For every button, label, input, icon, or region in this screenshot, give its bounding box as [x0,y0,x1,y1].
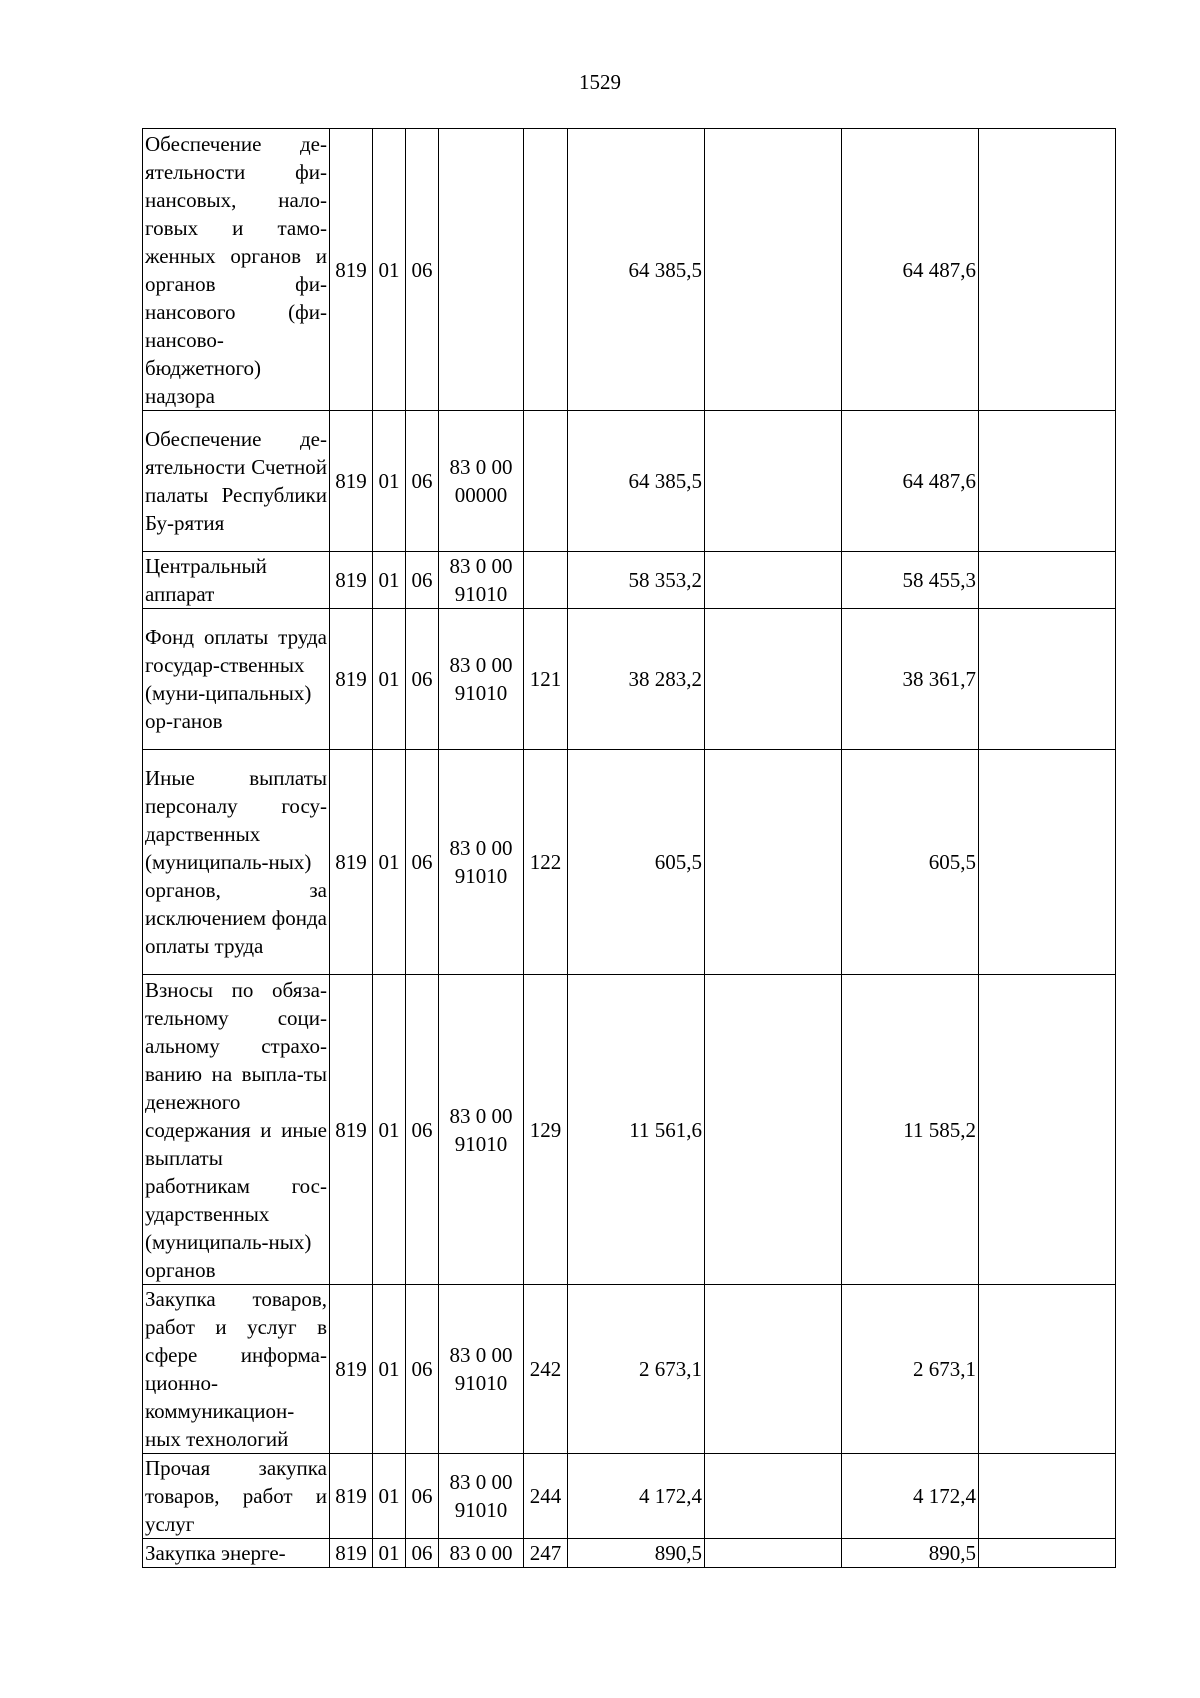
section-code-cell: 01 [373,975,406,1285]
empty-cell [979,609,1116,750]
budget-table-body [143,129,1116,1568]
expense-type-cell: 242 [524,1285,568,1454]
target-article-cell [439,129,524,411]
expense-type-cell: 129 [524,975,568,1285]
target-article-line: 91010 [454,681,508,705]
empty-cell [979,750,1116,975]
section-code-cell: 01 [373,609,406,750]
target-article-line: 83 0 00 [449,1343,513,1367]
section-code-cell: 01 [373,1285,406,1454]
admin-code-cell: 819 [330,975,373,1285]
target-article-cell [439,411,524,552]
target-article-line: 91010 [454,1371,508,1395]
admin-code-cell: 819 [330,411,373,552]
section-code-cell: 01 [373,1454,406,1539]
admin-code-cell: 819 [330,129,373,411]
expense-type-cell: 247 [524,1539,568,1568]
table-row [143,609,1116,750]
table-row [143,552,1116,609]
expense-type-cell [524,129,568,411]
target-article-line: 83 0 00 [449,455,513,479]
section-code-cell: 01 [373,552,406,609]
table-row [143,1454,1116,1539]
empty-cell [979,1285,1116,1454]
row-name-cell: Иные выплаты персоналу госу-дарственных (муниципаль-ных) органов, за исключением фонда оплаты труда [143,750,330,975]
amount-year1-cell: 605,5 [568,750,705,975]
row-name-cell: Центральный аппарат [143,552,330,609]
target-article-line: 83 0 00 [449,1103,513,1128]
target-article-line: 00000 [454,483,508,507]
subsection-code-cell: 06 [406,552,439,609]
amount-year1-cell: 38 283,2 [568,609,705,750]
subsection-code-cell: 06 [406,1539,439,1568]
amount-year1-cell: 58 353,2 [568,552,705,609]
empty-cell [705,609,842,750]
section-code-cell: 01 [373,750,406,975]
budget-table [142,128,1116,1568]
empty-cell [979,975,1116,1285]
empty-cell [705,411,842,552]
amount-year2-cell: 605,5 [842,750,979,975]
section-code-cell: 01 [373,129,406,411]
section-code-cell: 01 [373,411,406,552]
subsection-code-cell: 06 [406,129,439,411]
expense-type-cell [524,552,568,609]
subsection-code-cell: 06 [406,1285,439,1454]
amount-year1-cell: 4 172,4 [568,1454,705,1539]
row-name-cell: Взносы по обяза-тельному соци-альному страхо-ванию на выпла-ты денежного содержания и иные выплаты работникам гос-ударственных (муниципаль-ных) органов [143,975,330,1285]
empty-cell [705,1285,842,1454]
empty-cell [705,750,842,975]
amount-year1-cell: 64 385,5 [568,129,705,411]
admin-code-cell: 819 [330,1539,373,1568]
target-article-cell [439,1285,524,1454]
table-row [143,1285,1116,1454]
admin-code-cell: 819 [330,609,373,750]
table-row [143,750,1116,975]
empty-cell [705,1539,842,1568]
row-name-cell: Обеспечение де-ятельности Счетной палаты Республики Бу-рятия [143,411,330,552]
target-article-line: 91010 [454,1498,508,1522]
target-article-line: 83 0 00 [449,1470,513,1494]
subsection-code-cell: 06 [406,750,439,975]
expense-type-cell: 122 [524,750,568,975]
table-row [143,129,1116,411]
target-article-cell [439,1539,524,1568]
empty-cell [705,552,842,609]
empty-cell [979,1454,1116,1539]
expense-type-cell [524,411,568,552]
row-name-cell: Закупка энерге- [143,1539,330,1568]
row-name-cell: Обеспечение де-ятельности фи-нансовых, нало-говых и тамо-женных органов и органов фи-нансового (фи-нансово-бюджетного) надзора [143,129,330,411]
expense-type-cell: 244 [524,1454,568,1539]
target-article-line: 83 0 00 [449,1541,513,1565]
target-article-line: 83 0 00 [449,836,513,860]
admin-code-cell: 819 [330,750,373,975]
table-row [143,975,1116,1285]
amount-year1-cell: 64 385,5 [568,411,705,552]
amount-year2-cell: 11 585,2 [842,975,979,1285]
admin-code-cell: 819 [330,1454,373,1539]
row-name-cell: Прочая закупка товаров, работ и услуг [143,1454,330,1539]
amount-year2-cell: 64 487,6 [842,411,979,552]
empty-cell [705,975,842,1285]
amount-year1-cell: 2 673,1 [568,1285,705,1454]
admin-code-cell: 819 [330,1285,373,1454]
empty-cell [705,129,842,411]
section-code-cell: 01 [373,1539,406,1568]
target-article-cell [439,975,524,1285]
target-article-line: 91010 [454,864,508,888]
target-article-cell [439,609,524,750]
amount-year2-cell: 38 361,7 [842,609,979,750]
admin-code-cell: 819 [330,552,373,609]
table-row [143,411,1116,552]
target-article-line: 83 0 00 [449,653,513,677]
amount-year1-cell: 890,5 [568,1539,705,1568]
amount-year2-cell: 4 172,4 [842,1454,979,1539]
table-row [143,1539,1116,1568]
subsection-code-cell: 06 [406,411,439,552]
empty-cell [705,1454,842,1539]
empty-cell [979,552,1116,609]
target-article-cell [439,750,524,975]
amount-year2-cell: 2 673,1 [842,1285,979,1454]
subsection-code-cell: 06 [406,975,439,1285]
subsection-code-cell: 06 [406,1454,439,1539]
page-number: 1529 [579,70,621,94]
empty-cell [979,411,1116,552]
empty-cell [979,1539,1116,1568]
row-name-cell: Закупка товаров, работ и услуг в сфере информа-ционно-коммуникацион-ных технологий [143,1285,330,1454]
target-article-line: 83 0 00 [449,554,513,578]
expense-type-cell: 121 [524,609,568,750]
subsection-code-cell: 06 [406,609,439,750]
target-article-line: 91010 [454,1131,508,1156]
target-article-cell [439,552,524,609]
amount-year1-cell: 11 561,6 [568,975,705,1285]
row-name-cell: Фонд оплаты труда государ-ственных (муни-ципальных) ор-ганов [143,609,330,750]
amount-year2-cell: 58 455,3 [842,552,979,609]
amount-year2-cell: 64 487,6 [842,129,979,411]
amount-year2-cell: 890,5 [842,1539,979,1568]
target-article-cell [439,1454,524,1539]
target-article-line: 91010 [454,582,508,606]
empty-cell [979,129,1116,411]
